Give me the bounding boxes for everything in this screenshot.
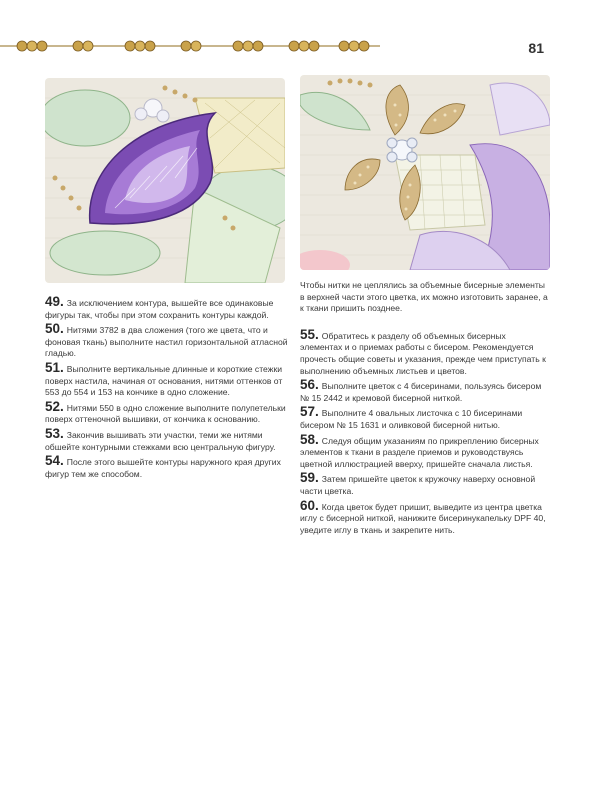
step-59: [300, 472, 550, 497]
step-49: [45, 296, 295, 321]
page-number: 81: [528, 40, 544, 56]
step-text: Следуя общим указаниям по прикреплению бисерных элементов к ткани в разделе приемов и руководствуясь цветной иллюстрацией вверху, пришейте сначала листья.: [300, 435, 539, 469]
step-text: За исключением контура, вышейте все одинаковые фигуры так, чтобы при этом сохранить контуры каждой.: [45, 298, 274, 320]
step-53: [45, 425, 295, 453]
bead-chain-decoration: [0, 34, 380, 58]
step-number: 59.: [300, 470, 319, 486]
bead-cluster: [73, 41, 93, 51]
step-text: После этого вышейте контуры наружного края других фигур тем же способом.: [45, 457, 281, 479]
step-number: 51.: [45, 359, 64, 375]
step-number: 56.: [300, 377, 319, 393]
step-text: Нитями 3782 в два сложения (того же цвета, что и фоновая ткань) выполните настил горизонтальной атласной гладью.: [45, 325, 288, 359]
step-60: [300, 497, 550, 537]
intro-note: Чтобы нитки не цеплялись за объемные бисерные элементы в верхней части этого цветка, их можно изготовить заранее, а к ткани пришить позднее.: [300, 280, 548, 314]
step-text: Выполните вертикальные длинные и короткие стежки поверх настила, начиная от основания, нитями оттенков от 553 до 554 и 153 на кончике в одно сложение.: [45, 363, 283, 398]
step-number: 55.: [300, 326, 319, 342]
step-text: Выполните 4 овальных листочка с 10 бисеринами бисером № 15 1631 и оливковой бисерной нитью.: [300, 408, 523, 430]
step-number: 52.: [45, 398, 64, 414]
step-number: 49.: [45, 294, 64, 309]
step-number: 57.: [300, 404, 319, 420]
bead-cluster: [233, 41, 263, 51]
step-number: 50.: [45, 321, 64, 337]
step-54: [45, 455, 295, 480]
step-58: [300, 431, 550, 471]
step-57: [300, 406, 550, 431]
step-51: [45, 359, 295, 399]
step-56: [300, 379, 550, 404]
instructions-right-column: [300, 280, 550, 538]
step-number: 60.: [300, 497, 319, 513]
bead-cluster: [289, 41, 319, 51]
step-55: [300, 326, 550, 377]
step-50: [45, 323, 295, 360]
step-52: [45, 398, 295, 426]
step-number: 54.: [45, 453, 64, 469]
step-text: Выполните цветок с 4 бисеринами, пользуясь бисером № 15 2442 и кремовой бисерной ниткой.: [300, 381, 542, 403]
beaded-leaves-embroidery-photo: [300, 75, 550, 270]
purple-flower-embroidery-photo: [45, 78, 285, 283]
step-text: Когда цветок будет пришит, выведите из центра цветка иглу с бисерной ниткой, нанижите бисеринукапельку DPF 40, уведите иглу в ткань и закрепите нить.: [300, 501, 546, 535]
bead-cluster: [339, 41, 369, 51]
instructions-left-column: [45, 296, 295, 482]
step-text: Закончив вышивать эти участки, теми же нитями обшейте контурными стежками всю центральную фигуру.: [45, 429, 276, 452]
bead-cluster: [181, 41, 201, 51]
step-text: Нитями 550 в одно сложение выполните полупетельки поверх оттеночной вышивки, от кончика к основанию.: [45, 402, 286, 425]
step-text: Обратитесь к разделу об объемных бисерных элементах и о приемах работы с бисером. Рекомендуется прочесть общие советы и указания, прежде чем приступать к выполнению объемных листьев и цветов.: [300, 330, 546, 376]
step-number: 53.: [45, 425, 64, 441]
bead-cluster: [125, 41, 155, 51]
step-text: Затем пришейте цветок к кружочку наверху основной части цветка.: [300, 474, 536, 496]
step-number: 58.: [300, 431, 319, 447]
bead-cluster: [17, 41, 47, 51]
